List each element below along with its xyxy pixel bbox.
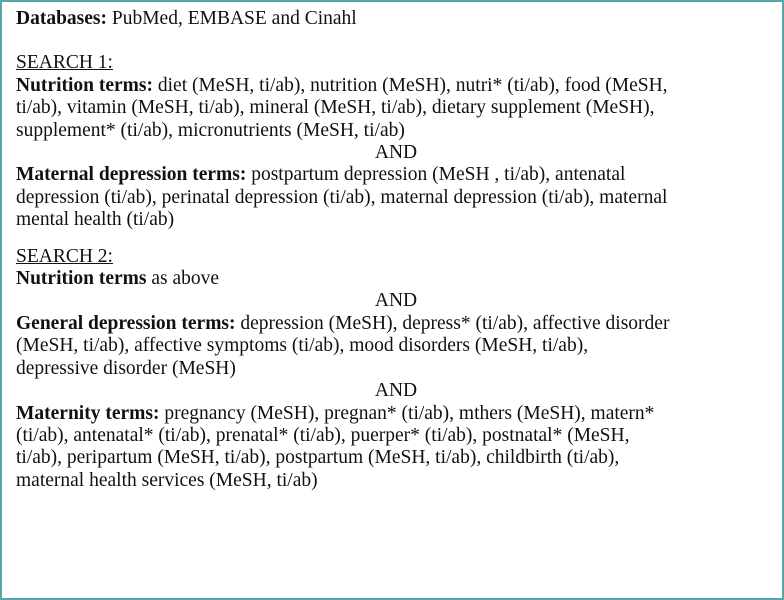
search-1-nutrition-line-3: supplement* (ti/ab), micronutrients (MeSH, ti/ab): [16, 119, 405, 141]
general-depression-text: depression (MeSH), depress* (ti/ab), affective disorder: [235, 312, 670, 334]
nutrition-terms-text: diet (MeSH, ti/ab), nutrition (MeSH), nutri* (ti/ab), food (MeSH,: [153, 74, 668, 96]
maternity-line-1: [16, 403, 776, 425]
general-depression-line-2: (MeSH, ti/ab), affective symptoms (ti/ab), mood disorders (MeSH, ti/ab),: [16, 335, 589, 357]
nutrition-terms-text: as above: [146, 268, 220, 290]
search-2-nutrition-line: [16, 268, 776, 290]
general-depression-line-1: [16, 313, 776, 335]
databases-line: [16, 8, 776, 30]
general-depression-line-3: depressive disorder (MeSH): [16, 357, 236, 379]
maternity-terms-text: pregnancy (MeSH), pregnan* (ti/ab), mthers (MeSH), matern*: [159, 402, 655, 424]
search-2-and-1: AND: [374, 290, 418, 312]
databases-text: PubMed, EMBASE and Cinahl: [107, 8, 357, 29]
maternity-terms-label: Maternity terms:: [16, 402, 160, 424]
search-2-and-2: AND: [374, 380, 418, 402]
nutrition-terms-label: Nutrition terms: [16, 268, 147, 290]
search-2-heading: SEARCH 2:: [16, 245, 113, 267]
search-1-nutrition-line-2: ti/ab), vitamin (MeSH, ti/ab), mineral (MeSH, ti/ab), dietary supplement (MeSH),: [16, 97, 655, 119]
databases-label: Databases:: [16, 8, 107, 29]
general-depression-label: General depression terms:: [16, 312, 236, 334]
search-1-and: AND: [374, 142, 418, 164]
maternity-line-3: ti/ab), peripartum (MeSH, ti/ab), postpartum (MeSH, ti/ab), childbirth (ti/ab),: [16, 447, 620, 469]
maternal-depression-line-1: [16, 164, 776, 186]
maternal-depression-label: Maternal depression terms:: [16, 164, 247, 186]
maternal-depression-line-2: depression (ti/ab), perinatal depression (ti/ab), maternal depression (ti/ab), maternal: [16, 186, 668, 208]
maternal-depression-line-3: mental health (ti/ab): [16, 209, 175, 231]
maternity-line-2: (ti/ab), antenatal* (ti/ab), prenatal* (ti/ab), puerper* (ti/ab), postnatal* (MeSH,: [16, 424, 630, 446]
search-1-nutrition-line-1: [16, 75, 776, 97]
nutrition-terms-label: Nutrition terms:: [16, 74, 154, 96]
maternity-line-4: maternal health services (MeSH, ti/ab): [16, 469, 318, 491]
search-strategy-text: [16, 8, 776, 492]
spacer: [16, 30, 776, 52]
spacer: [16, 232, 776, 246]
maternal-depression-text: postpartum depression (MeSH , ti/ab), antenatal: [246, 164, 626, 186]
search-1-heading: SEARCH 1:: [16, 52, 113, 74]
